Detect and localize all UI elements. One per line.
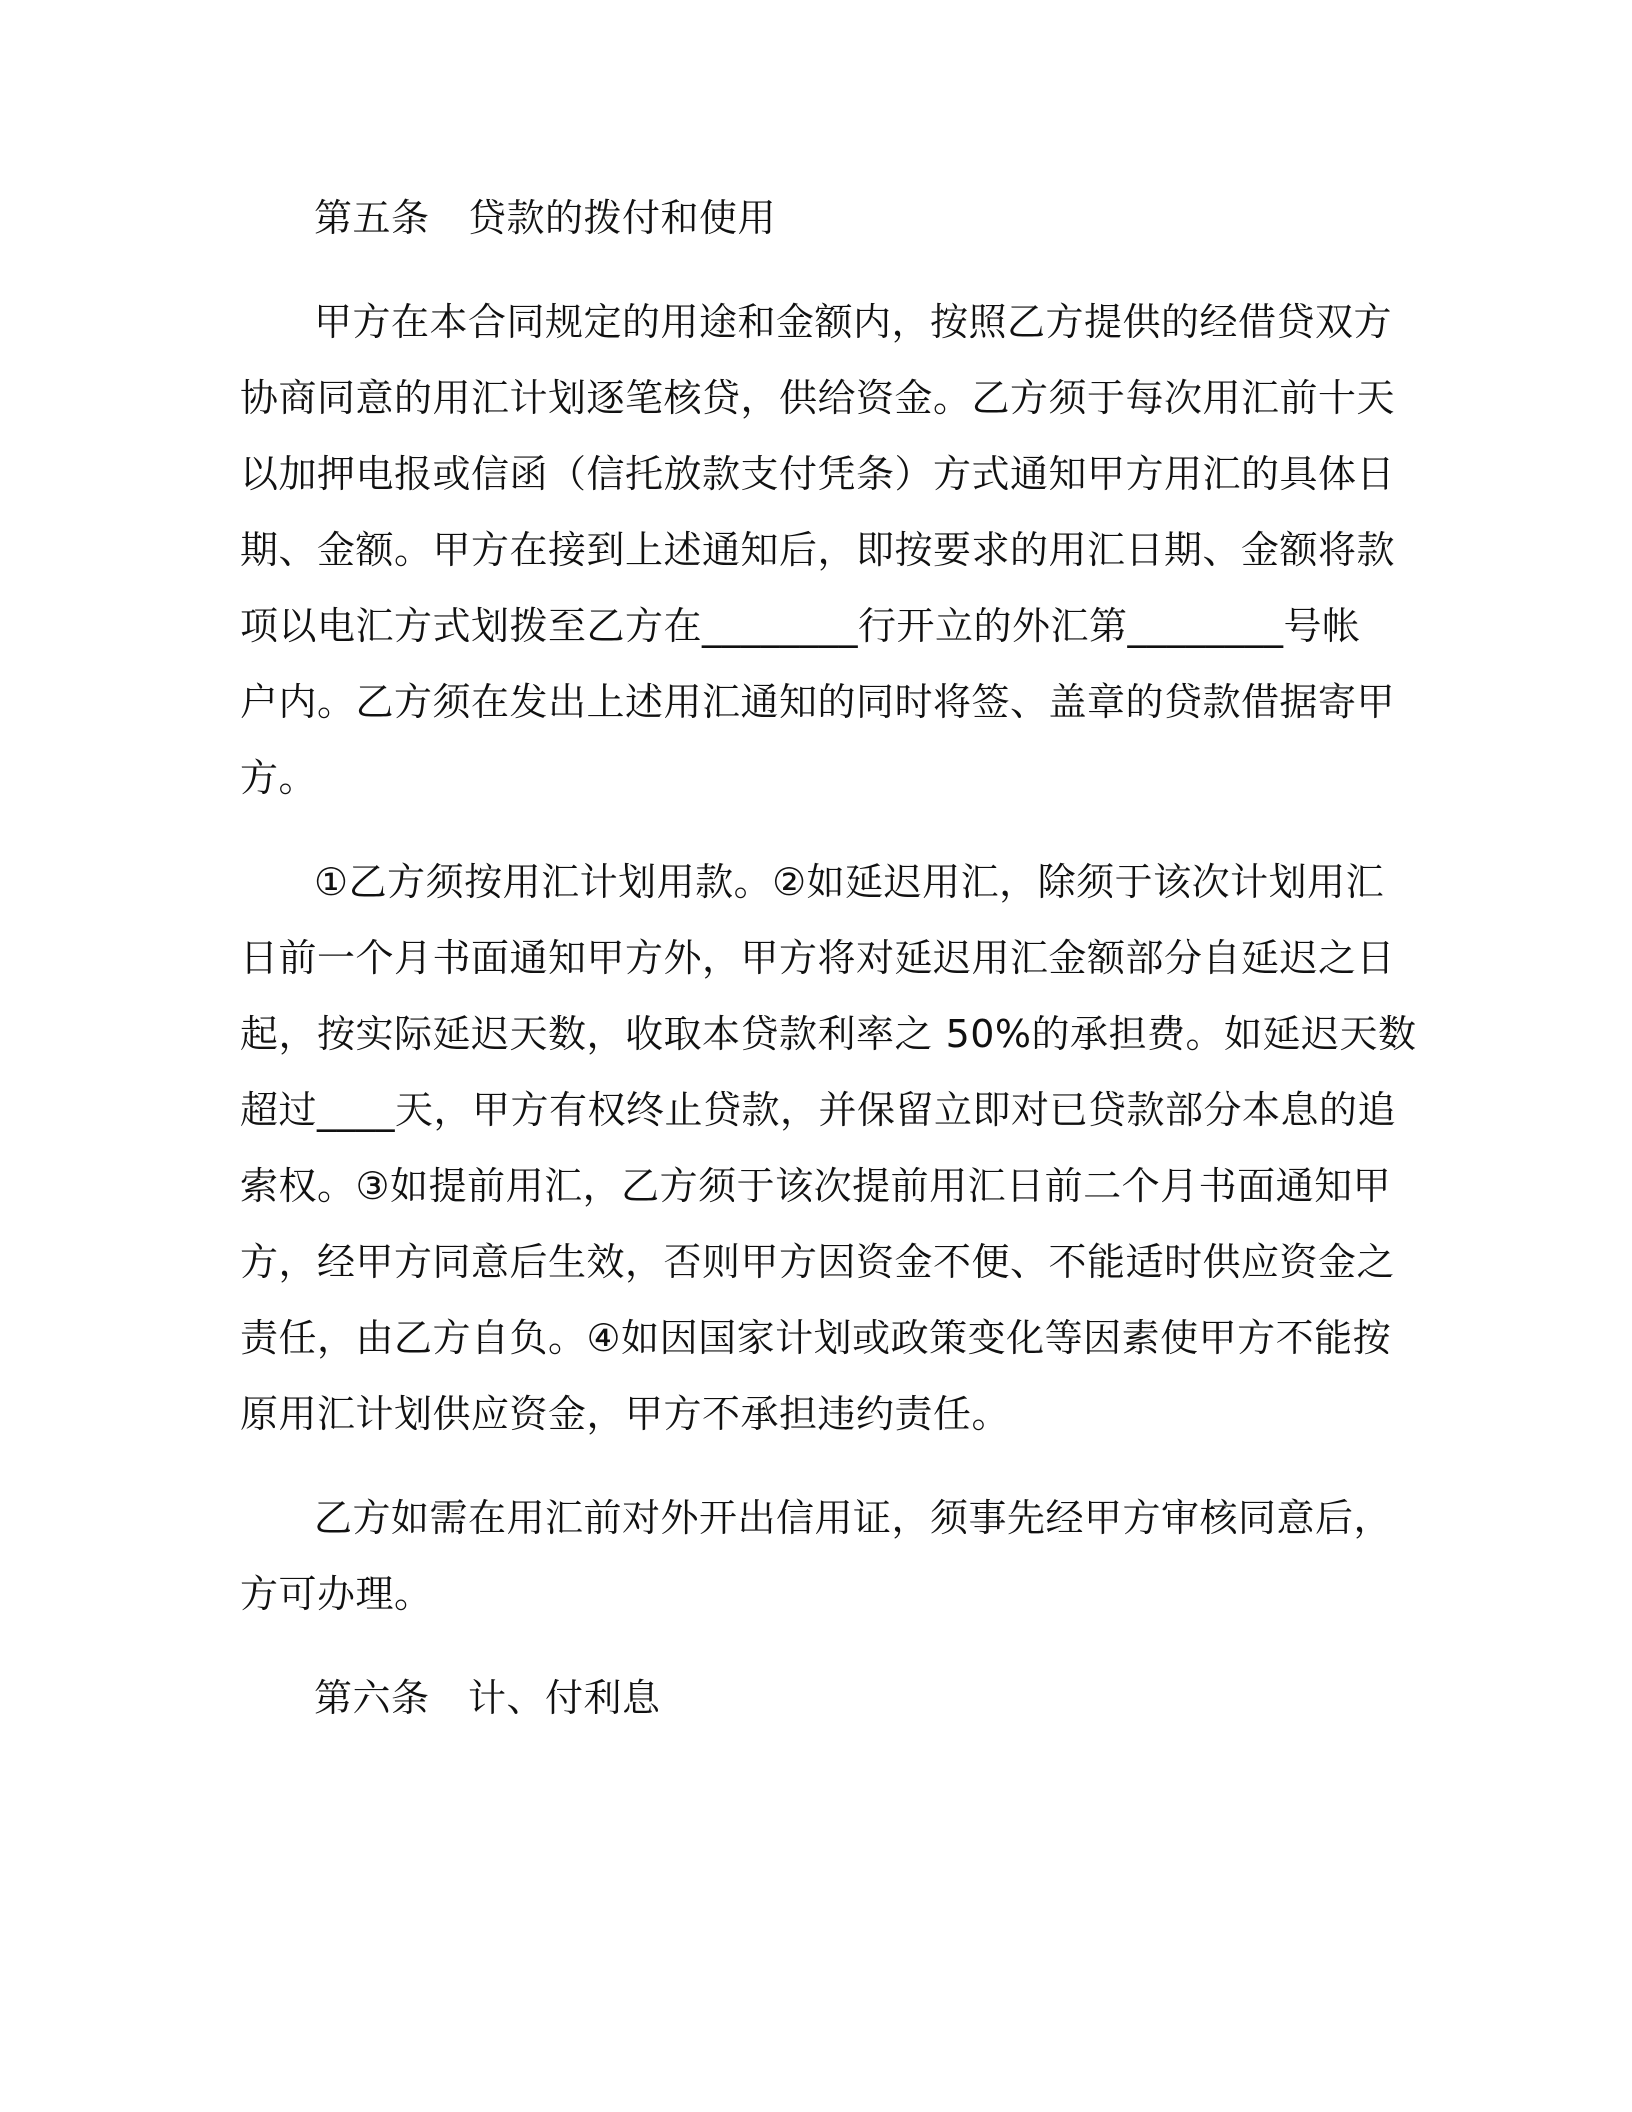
paragraph-line: 以加押电报或信函（信托放款支付凭条）方式通知甲方用汇的具体日	[240, 452, 1396, 496]
paragraph-line: ①乙方须按用汇计划用款。②如延迟用汇，除须于该次计划用汇	[314, 860, 1385, 904]
paragraph-line: 索权。③如提前用汇，乙方须于该次提前用汇日前二个月书面通知甲	[240, 1164, 1392, 1208]
article-6-heading: 第六条 计、付利息	[314, 1676, 661, 1720]
article-5-heading: 第五条 贷款的拨付和使用	[314, 196, 777, 240]
paragraph-line: 户内。乙方须在发出上述用汇通知的同时将签、盖章的贷款借据寄甲	[240, 680, 1396, 724]
paragraph-line: 日前一个月书面通知甲方外，甲方将对延迟用汇金额部分自延迟之日	[240, 936, 1396, 980]
paragraph-line: 期、金额。甲方在接到上述通知后，即按要求的用汇日期、金额将款	[240, 528, 1396, 572]
paragraph-line: 项以电汇方式划拨至乙方在________行开立的外汇第________号帐	[240, 604, 1361, 648]
paragraph-line: 方。	[240, 756, 318, 800]
paragraph-line: 甲方在本合同规定的用途和金额内，按照乙方提供的经借贷双方	[314, 300, 1393, 344]
paragraph-line: 起，按实际延迟天数，收取本贷款利率之 50%的承担费。如延迟天数	[240, 1012, 1417, 1056]
paragraph-line: 乙方如需在用汇前对外开出信用证，须事先经甲方审核同意后，	[314, 1496, 1393, 1540]
paragraph-line: 超过____天，甲方有权终止贷款，并保留立即对已贷款部分本息的追	[240, 1088, 1397, 1132]
paragraph-line: 方，经甲方同意后生效，否则甲方因资金不便、不能适时供应资金之	[240, 1240, 1396, 1284]
paragraph-line: 协商同意的用汇计划逐笔核贷，供给资金。乙方须于每次用汇前十天	[240, 376, 1396, 420]
paragraph-line: 责任，由乙方自负。④如因国家计划或政策变化等因素使甲方不能按	[240, 1316, 1392, 1360]
paragraph-line: 原用汇计划供应资金，甲方不承担违约责任。	[240, 1392, 1011, 1436]
paragraph-line: 方可办理。	[240, 1572, 433, 1616]
